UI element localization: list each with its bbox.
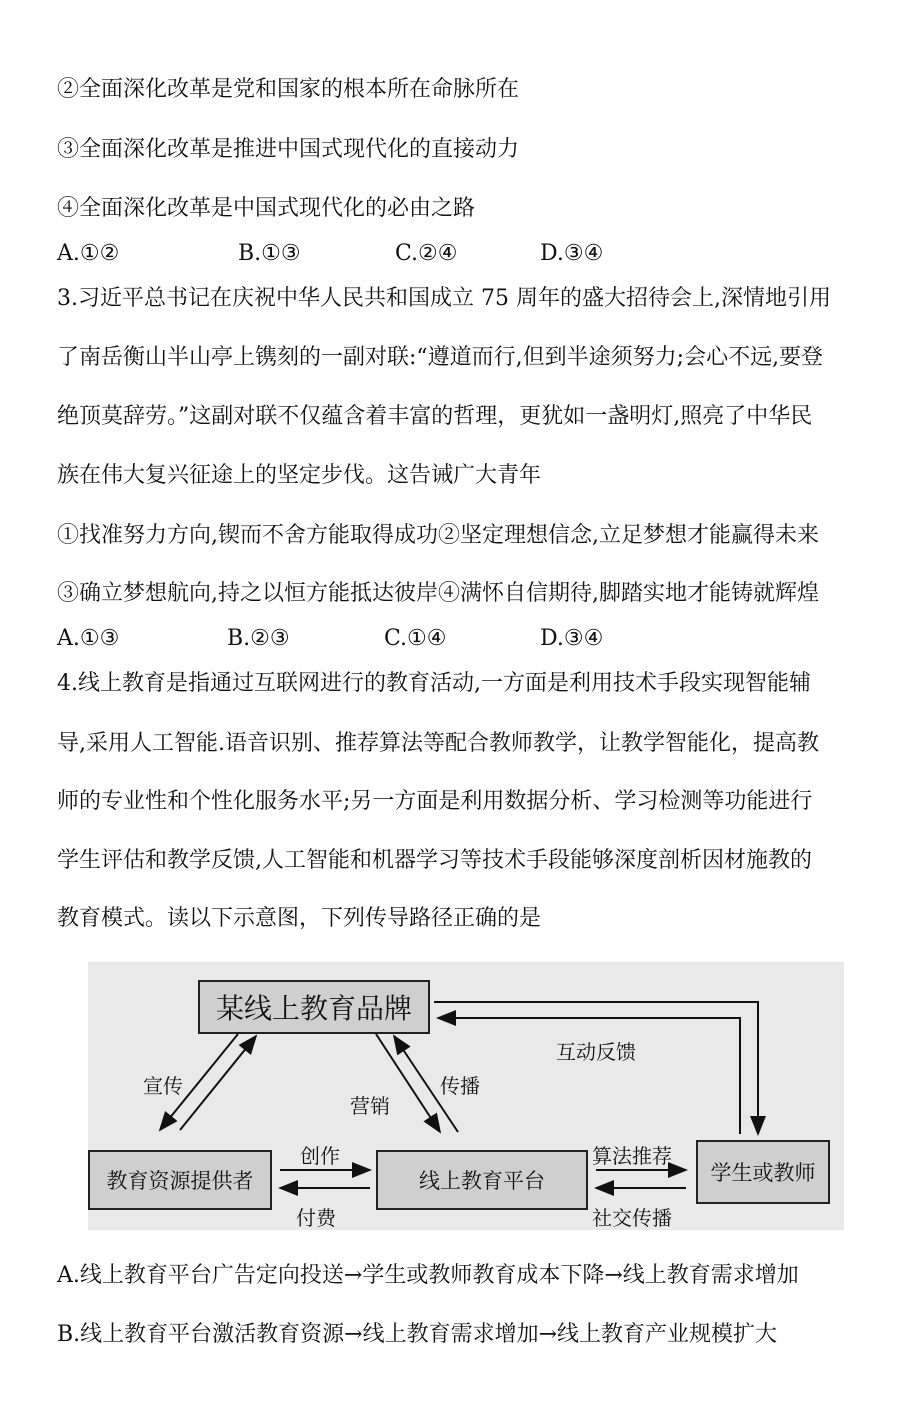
label-create: 创作 (300, 1144, 340, 1168)
q4-option-b: B.线上教育平台激活教育资源→线上教育需求增加→线上教育产业规模扩大 (57, 1322, 778, 1347)
platform-box: 线上教育平台 (376, 1150, 588, 1210)
q3-option-c: C.①④ (384, 626, 447, 651)
user-box: 学生或教师 (696, 1140, 830, 1204)
label-promote: 宣传 (143, 1074, 183, 1098)
q3-option-a: A.①③ (57, 626, 120, 651)
label-recommend: 算法推荐 (592, 1144, 672, 1168)
brand-box: 某线上教育品牌 (198, 980, 430, 1034)
q3-line-3: 绝顶莫辞劳。”这副对联不仅蕴含着丰富的哲理，更犹如一盏明灯,照亮了中华民 (57, 404, 813, 429)
statement-3: ③全面深化改革是推进中国式现代化的直接动力 (57, 137, 520, 162)
q4-line-4: 学生评估和教学反馈,人工智能和机器学习等技术手段能够深度剖析因材施教的 (57, 848, 812, 873)
q3-line-1: 3.习近平总书记在庆祝中华人民共和国成立 75 周年的盛大招待会上,深情地引用 (57, 286, 831, 311)
arrow-provider-to-brand (180, 1036, 256, 1130)
q3-option-d: D.③④ (540, 626, 604, 651)
q3-line-4: 族在伟大复兴征途上的坚定步伐。这告诫广大青年 (57, 463, 542, 488)
q4-option-a: A.线上教育平台广告定向投送→学生或教师教育成本下降→线上教育需求增加 (57, 1263, 799, 1288)
label-feedback: 互动反馈 (556, 1040, 636, 1064)
q4-line-3: 师的专业性和个性化服务水平;另一方面是利用数据分析、学习检测等功能进行 (57, 789, 813, 814)
q3-statement-3-4: ③确立梦想航向,持之以恒方能抵达彼岸④满怀自信期待,脚踏实地才能铸就辉煌 (57, 581, 819, 606)
label-social: 社交传播 (592, 1206, 672, 1230)
q3-statement-1-2: ①找准努力方向,锲而不舍方能取得成功②坚定理想信念,立足梦想才能赢得未来 (57, 523, 819, 548)
arrow-brand-to-user (434, 1002, 758, 1134)
statement-4: ④全面深化改革是中国式现代化的必由之路 (57, 196, 476, 221)
label-pay: 付费 (296, 1206, 336, 1230)
label-marketing: 营销 (350, 1094, 390, 1118)
q4-line-1: 4.线上教育是指通过互联网进行的教育活动,一方面是利用技术手段实现智能辅 (57, 671, 811, 696)
statement-2: ②全面深化改革是党和国家的根本所在命脉所在 (57, 77, 520, 102)
q2-option-b: B.①③ (238, 241, 301, 266)
q4-line-2: 导,采用人工智能.语音识别、推荐算法等配合教师教学，让教学智能化，提高教 (57, 731, 819, 756)
label-spread: 传播 (440, 1074, 480, 1098)
transmission-diagram (88, 962, 844, 1230)
q2-option-d: D.③④ (540, 241, 604, 266)
q3-line-2: 了南岳衡山半山亭上镌刻的一副对联:“遵道而行,但到半途须努力;会心不远,要登 (57, 345, 824, 370)
q3-option-b: B.②③ (227, 626, 290, 651)
q2-option-a: A.①② (57, 241, 120, 266)
q2-option-c: C.②④ (395, 241, 458, 266)
q4-line-5: 教育模式。读以下示意图，下列传导路径正确的是 (57, 906, 542, 931)
provider-box: 教育资源提供者 (88, 1150, 272, 1210)
